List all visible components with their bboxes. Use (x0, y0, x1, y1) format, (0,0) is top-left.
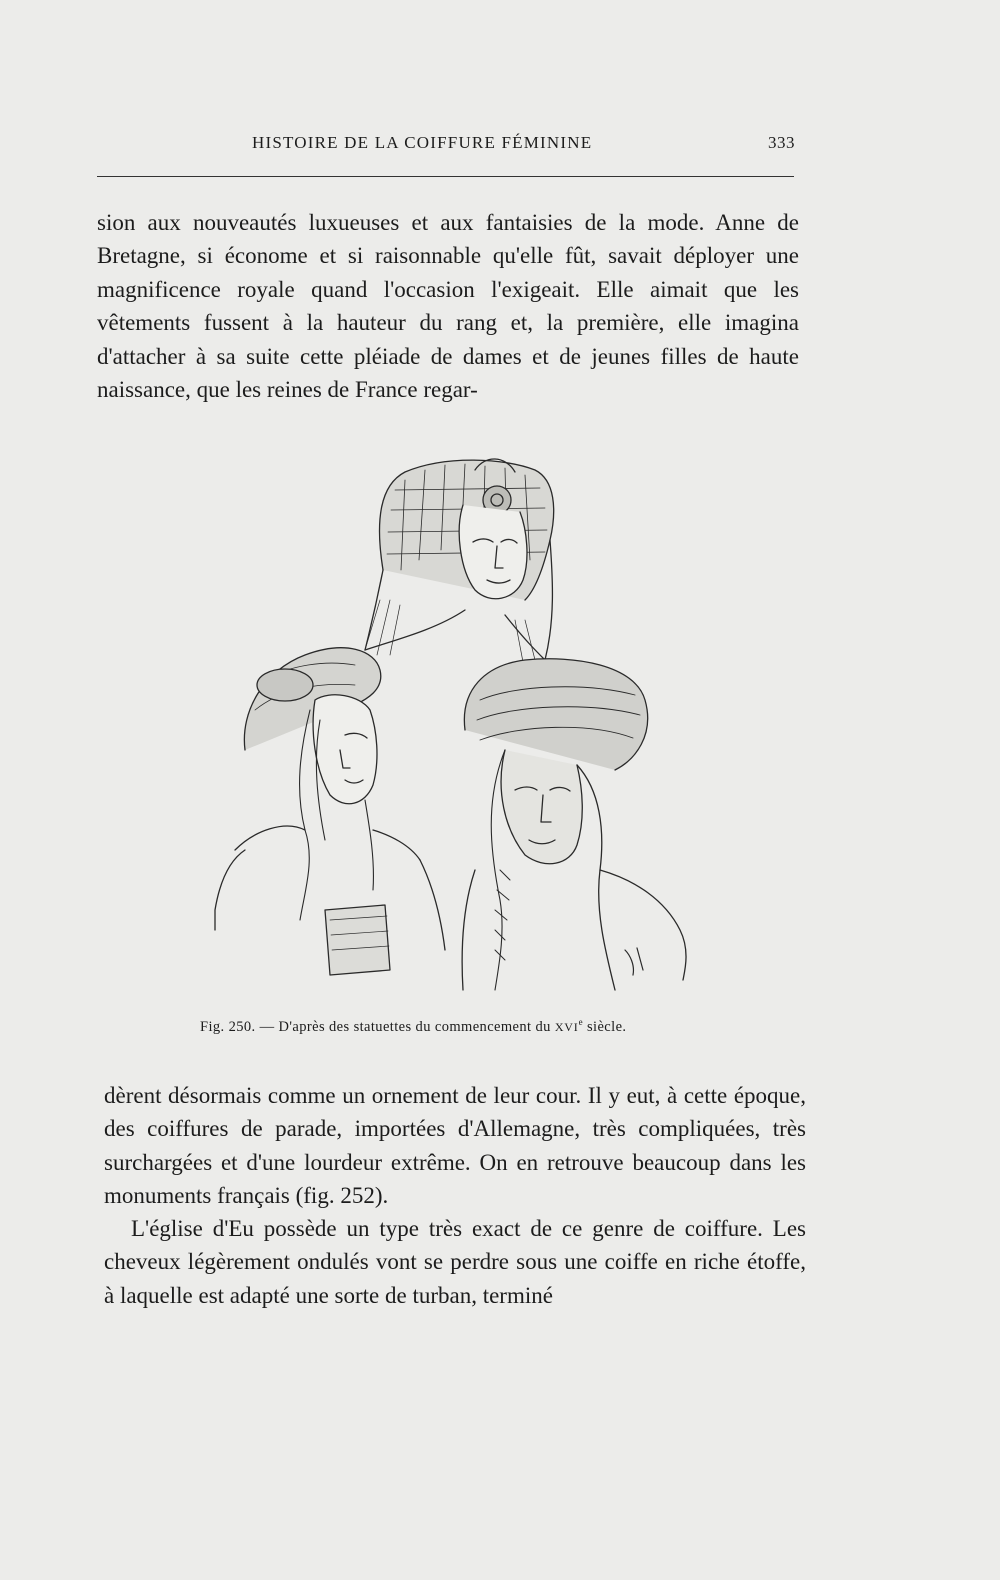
caption-century: XVI (554, 1019, 579, 1034)
body-paragraph-2: dèrent désormais comme un ornement de leur cour. Il y eut, à cette époque, des coiffures de parade, importées d'Allemagne, très compliquées, très surchargées et d'une lourdeur extrême. On en retrouve beaucoup dans les monuments français (fig. 252). (104, 1083, 806, 1209)
page-header (97, 130, 795, 160)
top-figure (365, 459, 554, 662)
left-figure (215, 648, 445, 975)
body-paragraph-1: sion aux nouveautés luxueuses et aux fantaisies de la mode. Anne de Bretagne, si économe et si raisonnable qu'elle fût, savait déployer une magnificence royale quand l'occasion l'exigeait. Elle aimait que les vêtements fussent à la hauteur du rang et, la première, elle imagina d'attacher à sa suite cette pléiade de dames et de jeunes filles de haute naissance, que les reines de France regar- (97, 210, 799, 403)
caption-superscript: e (578, 1017, 583, 1027)
engraving-illustration (205, 450, 705, 1010)
figure-caption (200, 1017, 800, 1036)
three-women-headdresses-engraving (205, 450, 705, 1010)
page-number: 333 (768, 133, 795, 152)
caption-suffix: siècle. (582, 1018, 627, 1035)
right-figure (462, 659, 686, 990)
body-paragraph-3: L'église d'Eu possède un type très exact de ce genre de coiffure. Les cheveux légèrement ondulés vont se perdre sous une coiffe en riche étoffe, à laquelle est adapté une sorte de turban, terminé (104, 1216, 806, 1308)
running-title: HISTOIRE DE LA COIFFURE FÉMININE (252, 133, 593, 152)
caption-prefix: Fig. 250. — D'après des statuettes du commencement du (200, 1018, 555, 1035)
header-rule (97, 176, 794, 177)
